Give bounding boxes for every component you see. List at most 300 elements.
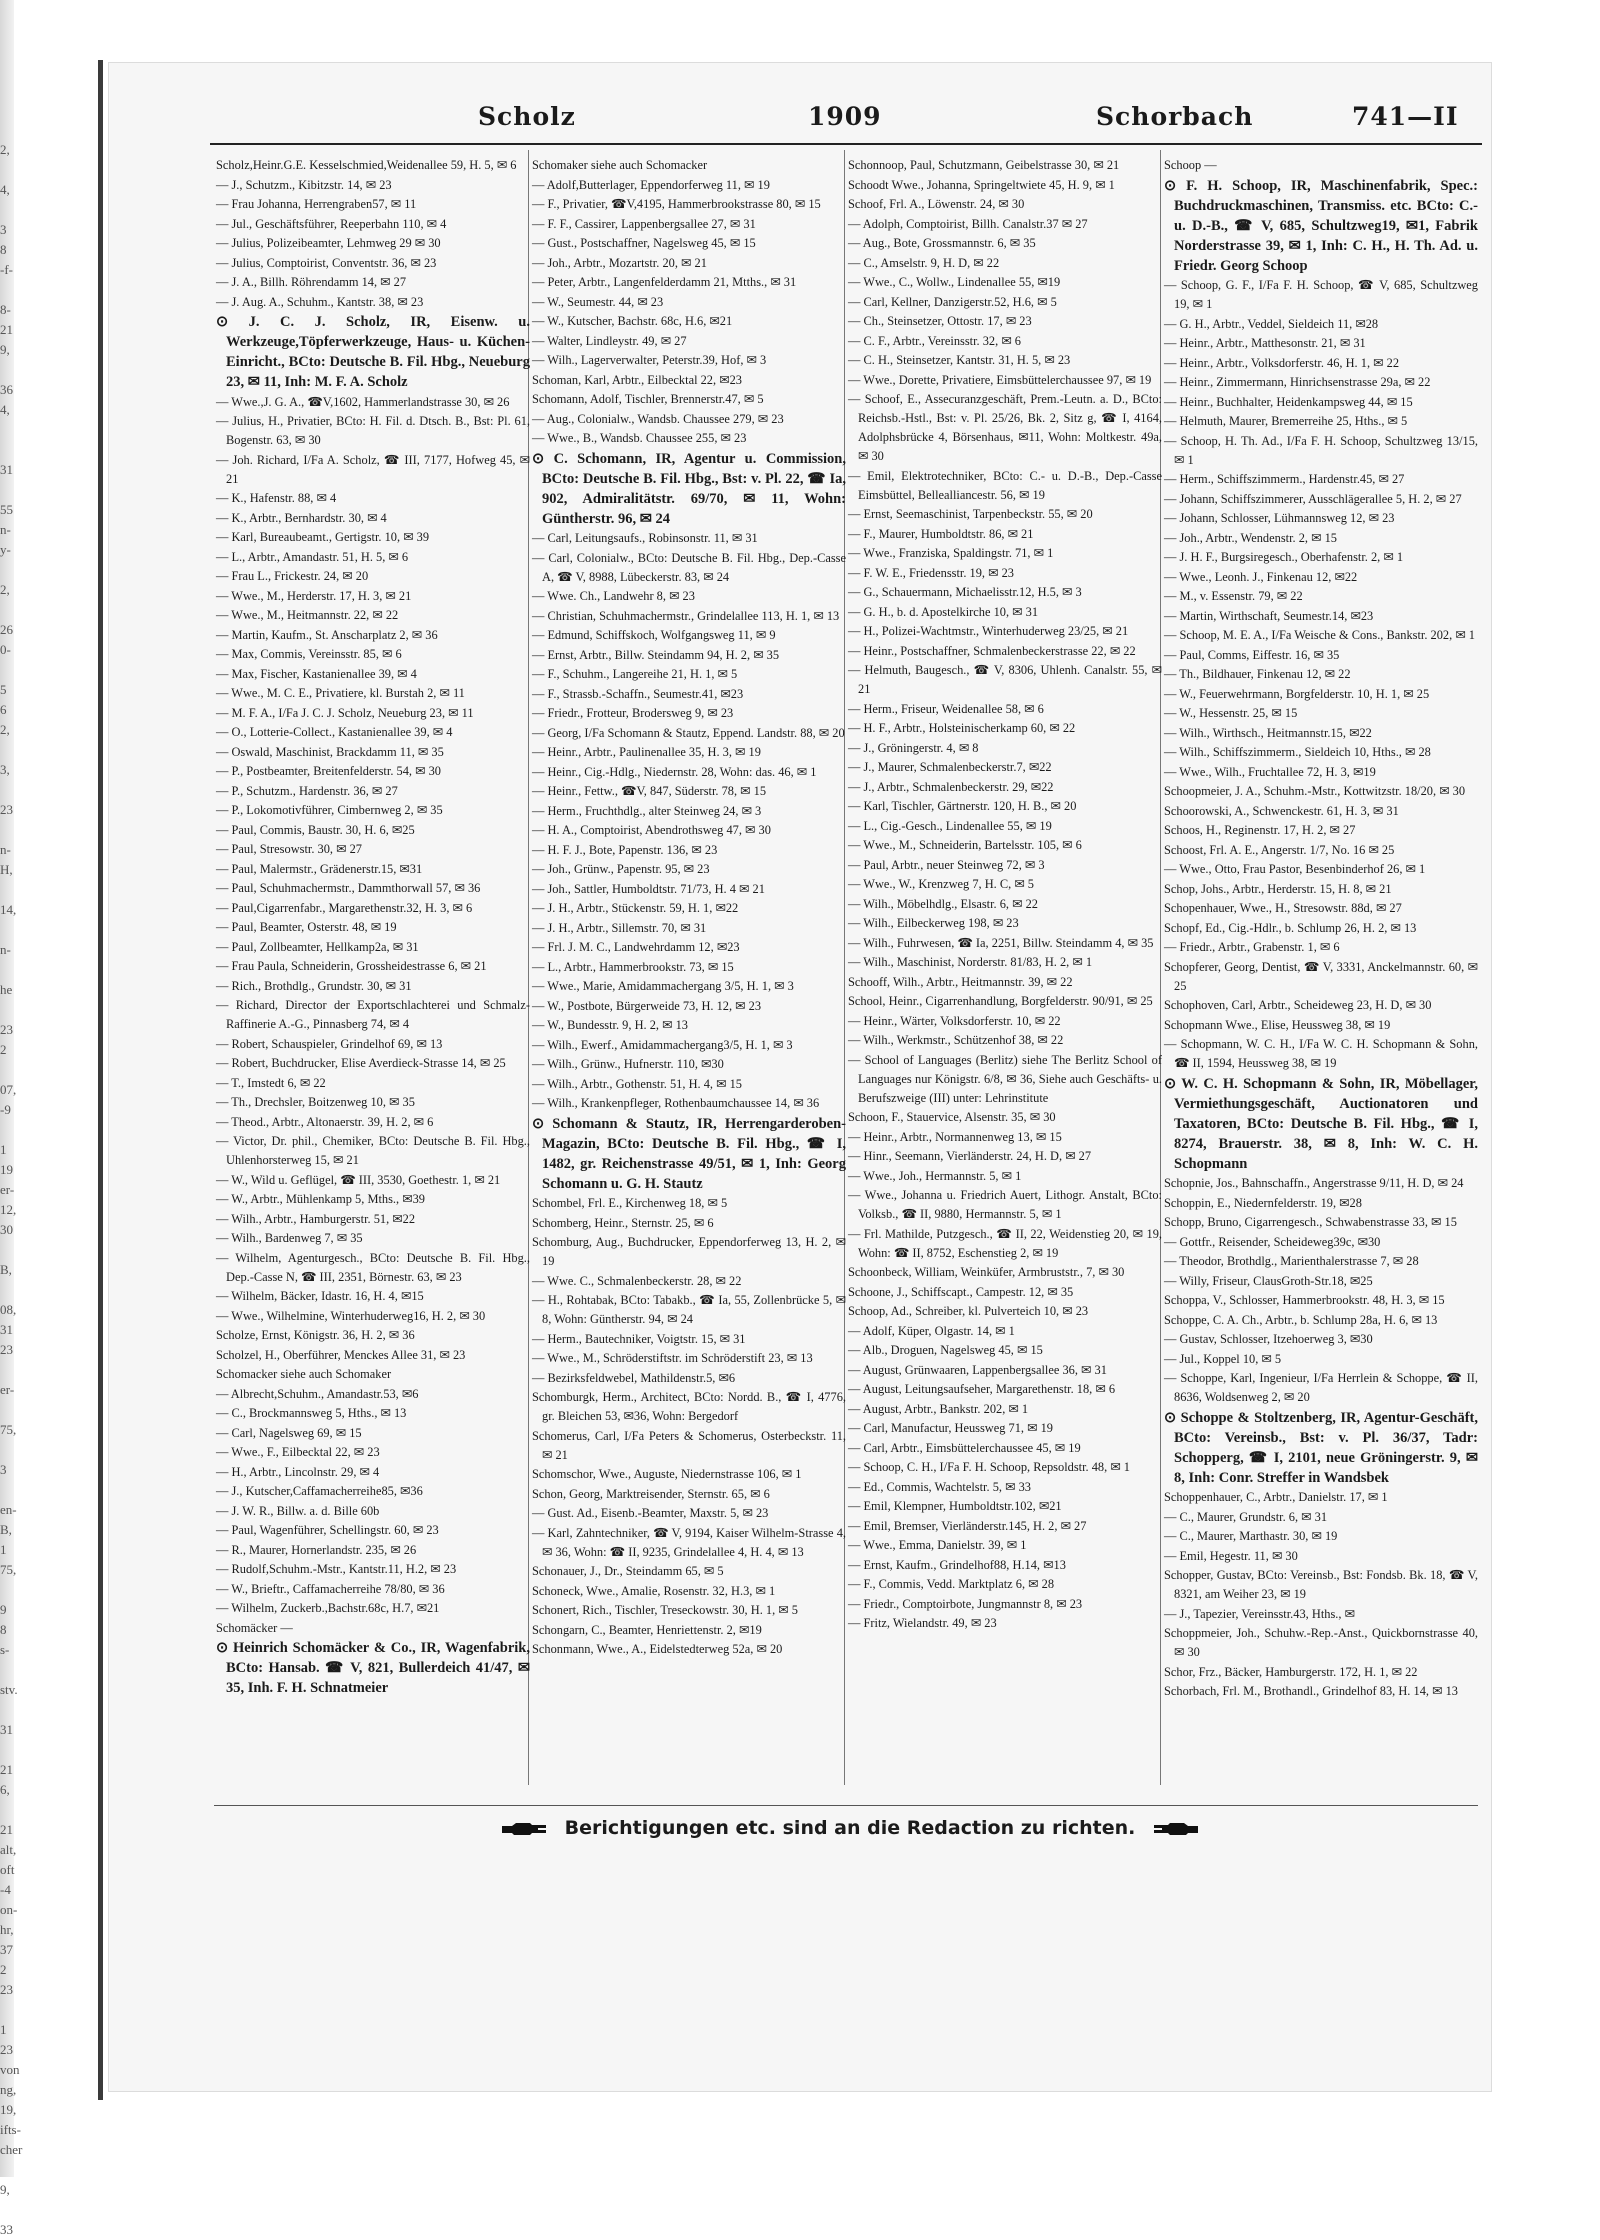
directory-entry: Schoos, H., Reginenstr. 17, H. 2, ✉ 27 [1164, 823, 1356, 837]
directory-entry: — Carl, Colonialw., BCto: Deutsche B. Fil. Hbg., Dep.-Casse A, ☎ V, 8988, Lübeckerstr. 83, ✉ 24 [532, 550, 846, 584]
adjacent-page-text: 14, [0, 902, 17, 917]
directory-entry: — Paul, Beamter, Osterstr. 48, ✉ 19 [216, 920, 397, 934]
directory-entry: — Wwe., M. C. E., Privatiere, kl. Burstah 2, ✉ 11 [216, 686, 465, 700]
directory-entry: — Wilhelm, Zuckerb.,Bachstr.68c, H.7, ✉21 [216, 1601, 440, 1615]
directory-entry: — Helmuth, Maurer, Bremerreihe 25, Hths., ✉ 5 [1164, 414, 1408, 428]
directory-entry: Schopmann Wwe., Elise, Heussweg 38, ✉ 19 [1164, 1017, 1391, 1032]
adjacent-page-text [0, 920, 86, 940]
directory-entry: — Wwe., Joh., Hermannstr. 5, ✉ 1 [848, 1168, 1022, 1183]
adjacent-page-text [0, 600, 86, 620]
directory-entry: — Wilh., Maschinist, Norderstr. 81/83, H. 2, ✉ 1 [848, 955, 1093, 969]
directory-entry: — Heinr., Fettw., ☎V, 847, Süderstr. 78, ✉ 15 [532, 784, 767, 798]
directory-entry: Schomerus, Carl, I/Fa Peters & Schomerus, Osterbeckstr. 11, ✉ 21 [532, 1428, 846, 1462]
directory-entry: — Joh., Grünw., Papenstr. 95, ✉ 23 [532, 862, 710, 876]
directory-entry: — Wwe., Dorette, Privatiere, Eimsbüttelerchaussee 97, ✉ 19 [848, 372, 1152, 387]
directory-entry: — K., Hafenstr. 88, ✉ 4 [216, 491, 337, 505]
directory-entry: — Ernst, Kaufm., Grindelhof88, H.14, ✉13 [848, 1557, 1066, 1572]
directory-entry: — H., Arbtr., Lincolnstr. 29, ✉ 4 [216, 1464, 380, 1479]
adjacent-page-text [0, 1740, 86, 1760]
directory-entry: — Heinr., Arbtr., Volksdorferstr. 46, H. 1, ✉ 22 [1164, 355, 1400, 370]
directory-entry: — Paul,Cigarrenfabr., Margarethenstr.32, H. 3, ✉ 6 [216, 900, 473, 915]
directory-entry: — K., Arbtr., Bernhardstr. 30, ✉ 4 [216, 510, 387, 525]
adjacent-page-text: 5 [0, 682, 7, 697]
directory-entry: — Adolf,Butterlager, Eppendorferweg 11, ✉ 19 [532, 177, 770, 192]
directory-entry: — F. W. E., Friedensstr. 19, ✉ 23 [848, 565, 1015, 580]
directory-entry: — Richard, Director der Exportschlachterei und Schmalz-Raffinerie A.-G., Pinnasberg 74, ✉ 4 [216, 998, 530, 1031]
directory-entry: Schor, Frz., Bäcker, Hamburgerstr. 172, H. 1, ✉ 22 [1164, 1664, 1418, 1679]
directory-entry: — Friedr., Frotteur, Brodersweg 9, ✉ 23 [532, 706, 734, 720]
directory-entry: — Wwe., Leonh. J., Finkenau 12, ✉22 [1164, 569, 1358, 584]
adjacent-page-text: cher [0, 2142, 23, 2157]
directory-column-4 [1164, 156, 1478, 1796]
directory-entry: Schomäcker — [216, 1620, 293, 1635]
directory-entry: — Robert, Schauspieler, Grindelhof 69, ✉ 13 [216, 1036, 443, 1051]
directory-entry: — Max, Fischer, Kastanienallee 39, ✉ 4 [216, 666, 417, 681]
directory-entry: — Herm., Bautechniker, Voigtstr. 15, ✉ 31 [532, 1331, 746, 1346]
directory-entry: — Ch., Steinsetzer, Ottostr. 17, ✉ 23 [848, 314, 1032, 328]
directory-entry: — Wilh., Schiffszimmerm., Sieldeich 10, Hths., ✉ 28 [1164, 745, 1431, 759]
directory-entry: Schongarn, C., Beamter, Henriettenstr. 2, ✉19 [532, 1622, 762, 1637]
directory-entry: — Paul, Commis, Baustr. 30, H. 6, ✉25 [216, 822, 415, 837]
directory-entry: — Wwe., M., Schröderstiftstr. im Schröderstift 23, ✉ 13 [532, 1351, 813, 1365]
pointing-hand-right-icon [502, 1823, 548, 1835]
directory-entry: — Joh., Sattler, Humboldtstr. 71/73, H. 4 ✉ 21 [532, 881, 765, 896]
directory-entry: — Wilh., Möbelhdlg., Elsastr. 6, ✉ 22 [848, 896, 1039, 911]
directory-entry: — Theodor, Brothdlg., Marienthalerstrasse 7, ✉ 28 [1164, 1254, 1419, 1268]
page-number: 741—II [1352, 102, 1459, 131]
directory-entry: — Heinr., Zimmermann, Hinrichsenstrasse 29a, ✉ 22 [1164, 375, 1431, 389]
directory-entry: School, Heinr., Cigarrenhandlung, Borgfelderstr. 90/91, ✉ 25 [848, 994, 1153, 1008]
directory-entry: — Martin, Wirthschaft, Seumestr.14, ✉23 [1164, 608, 1374, 623]
directory-entry: — J., Maurer, Schmalenbeckerstr.7, ✉22 [848, 760, 1052, 774]
directory-entry: — G. H., b. d. Apostelkirche 10, ✉ 31 [848, 604, 1039, 619]
directory-entry: Schoof, Frl. A., Löwenstr. 24, ✉ 30 [848, 197, 1025, 211]
adjacent-page-text [0, 2200, 86, 2220]
adjacent-page-text: on- [0, 1902, 18, 1917]
directory-entry: — Martin, Kaufm., St. Anscharplatz 2, ✉ 36 [216, 627, 438, 642]
adjacent-page-text [0, 1000, 86, 1020]
directory-entry: Schoop — [1164, 158, 1217, 172]
directory-entry: — Ernst, Arbtr., Billw. Steindamm 94, H. 2, ✉ 35 [532, 647, 780, 662]
directory-entry: — W., Bundesstr. 9, H. 2, ✉ 13 [532, 1018, 688, 1032]
directory-entry: — W., Hessenstr. 25, ✉ 15 [1164, 706, 1298, 720]
directory-entry: Schopferer, Georg, Dentist, ☎ V, 3331, Anckelmannstr. 60, ✉ 25 [1164, 959, 1478, 993]
directory-entry: ⊙ Schomann & Stautz, IR, Herrengarderoben-Magazin, BCto: Deutsche B. Fil. Hbg., ☎ I, 1482, gr. Reichenstrasse 49/51, ✉ 1, Inh: Georg Schomann u. G. H. Stautz [532, 1115, 846, 1192]
directory-entry: — W., Postbote, Bürgerweide 73, H. 12, ✉ 23 [532, 998, 762, 1013]
page-fold [98, 60, 103, 2100]
directory-entry: ⊙ W. C. H. Schopmann & Sohn, IR, Möbellager, Vermiethungsgeschäft, Auctionatoren und Taxatoren, BCto: Deutsche B. Fil. Hbg., ☎ I, 8274, Brauerstr. 38, ✉ 8, Inh: W. C. H. Schopmann [1164, 1075, 1478, 1172]
directory-entry: — Hinr., Seemann, Vierländerstr. 24, H. D, ✉ 27 [848, 1149, 1092, 1163]
adjacent-page-text: hr, [0, 1922, 14, 1937]
directory-entry: — F., Strassb.-Schaffn., Seumestr.41, ✉23 [532, 686, 744, 701]
directory-entry: — August, Grünwaaren, Lappenbergsallee 36, ✉ 31 [848, 1362, 1107, 1377]
directory-entry: — Karl, Tischler, Gärtnerstr. 120, H. B., ✉ 20 [848, 799, 1077, 813]
directory-entry: — F. F., Cassirer, Lappenbergsallee 27, ✉ 31 [532, 216, 756, 231]
directory-entry: — Th., Drechsler, Boitzenweg 10, ✉ 35 [216, 1095, 415, 1109]
directory-entry: Schombel, Frl. E., Kirchenweg 18, ✉ 5 [532, 1196, 728, 1210]
header-year: 1909 [808, 102, 882, 131]
directory-entry: — Wilh., Lagerverwalter, Peterstr.39, Hof, ✉ 3 [532, 353, 767, 367]
directory-entry: — L., Arbtr., Amandastr. 51, H. 5, ✉ 6 [216, 549, 409, 564]
directory-entry: — Wwe., Franziska, Spaldingstr. 71, ✉ 1 [848, 546, 1054, 560]
running-header [220, 100, 1480, 140]
adjacent-page-text: 1 [0, 2022, 7, 2037]
directory-entry: — Wwe., Wilh., Fruchtallee 72, H. 3, ✉19 [1164, 764, 1376, 779]
directory-entry: — Wwe., C., Wollw., Lindenallee 55, ✉19 [848, 275, 1061, 289]
directory-entry: — Frau Paula, Schneiderin, Grossheidestrasse 6, ✉ 21 [216, 959, 487, 973]
directory-entry: — Heinr., Cig.-Hdlg., Niedernstr. 28, Wohn: das. 46, ✉ 1 [532, 764, 817, 779]
directory-column-2 [532, 156, 846, 1796]
directory-entry: — Heinr., Arbtr., Normannenweg 13, ✉ 15 [848, 1129, 1062, 1144]
directory-entry: — Robert, Buchdrucker, Elise Averdieck-Strasse 14, ✉ 25 [216, 1056, 506, 1070]
directory-entry: — H., Rohtabak, BCto: Tabakb., ☎ Ia, 55, Zollenbrücke 5, ✉ 8, Wohn: Güntherstr. 94, ✉ 24 [532, 1293, 846, 1326]
directory-entry: Schon, Georg, Marktreisender, Sternstr. 65, ✉ 6 [532, 1486, 770, 1501]
directory-entry: Schopf, Ed., Cig.-Hdlr., b. Schlump 26, H. 2, ✉ 13 [1164, 920, 1417, 935]
directory-entry: — L., Cig.-Gesch., Lindenallee 55, ✉ 19 [848, 818, 1052, 833]
directory-entry: — Heinr., Arbtr., Paulinenallee 35, H. 3, ✉ 19 [532, 745, 761, 759]
adjacent-page-text: -4 [0, 1882, 11, 1897]
adjacent-page-text: 8 [0, 242, 7, 257]
adjacent-page-text: 2, [0, 582, 10, 597]
directory-entry: — Friedr., Comptoirbote, Jungmannstr 8, ✉ 23 [848, 1596, 1083, 1611]
directory-entry: Schonmann, Wwe., A., Eidelstedterweg 52a, ✉ 20 [532, 1642, 783, 1656]
directory-entry: — Bezirksfeldwebel, Mathildenstr.5, ✉6 [532, 1370, 736, 1385]
directory-entry: — H., Polizei-Wachtmstr., Winterhuderweg 23/25, ✉ 21 [848, 624, 1129, 638]
directory-entry: Schopper, Gustav, BCto: Vereinsb., Bst: Fondsb. Bk. 18, ☎ V, 8321, am Weiher 23, ✉ 19 [1164, 1568, 1478, 1601]
adjacent-page-text: H, [0, 862, 13, 877]
directory-entry: — Heinr., Postschaffner, Schmalenbeckerstrasse 22, ✉ 22 [848, 643, 1136, 658]
directory-entry: — M. F. A., I/Fa J. C. J. Scholz, Neueburg 23, ✉ 11 [216, 705, 474, 720]
adjacent-page-text: 31 [0, 1722, 13, 1737]
directory-entry: — J., Kutscher,Caffamacherreihe85, ✉36 [216, 1484, 423, 1498]
directory-entry: — Gust., Postschaffner, Nagelsweg 45, ✉ 15 [532, 236, 756, 250]
footer-notice [440, 1814, 1260, 1842]
directory-entry: — Wilh., Wirthsch., Heitmannstr.15, ✉22 [1164, 725, 1372, 740]
directory-entry: — Carl, Arbtr., Eimsbüttelerchaussee 45, ✉ 19 [848, 1440, 1081, 1455]
adjacent-page-text: 21 [0, 1762, 13, 1777]
directory-entry: — Wwe., Emma, Danielstr. 39, ✉ 1 [848, 1538, 1027, 1552]
directory-entry: Schoppa, V., Schlosser, Hammerbrookstr. 48, H. 3, ✉ 15 [1164, 1293, 1445, 1307]
directory-entry: — Paul, Schuhmachermstr., Dammthorwall 57, ✉ 36 [216, 881, 481, 895]
directory-entry: — Gustav, Schlosser, Itzehoerweg 3, ✉30 [1164, 1332, 1373, 1346]
directory-entry: — W., Arbtr., Mühlenkamp 5, Mths., ✉39 [216, 1192, 425, 1206]
directory-entry: — Heinr., Buchhalter, Heidenkampsweg 44, ✉ 15 [1164, 394, 1413, 409]
directory-entry: — Schoop, G. F., I/Fa F. H. Schoop, ☎ V, 685, Schultzweg 19, ✉ 1 [1164, 278, 1478, 311]
directory-entry: — Gottfr., Reisender, Scheideweg39c, ✉30 [1164, 1234, 1381, 1249]
directory-entry: Schomschor, Wwe., Auguste, Niedernstrasse 106, ✉ 1 [532, 1467, 802, 1481]
directory-column-1 [216, 156, 530, 1796]
adjacent-page-text: -f- [0, 262, 13, 277]
directory-entry: — Ed., Commis, Wachtelstr. 5, ✉ 33 [848, 1479, 1031, 1494]
adjacent-page-text: 33 [0, 2222, 13, 2237]
directory-entry: Scholze, Ernst, Königstr. 36, H. 2, ✉ 36 [216, 1328, 415, 1342]
directory-entry: — Johann, Schlosser, Lühmannsweg 12, ✉ 23 [1164, 511, 1395, 525]
directory-entry: — H. F., Arbtr., Holsteinischerkamp 60, ✉ 22 [848, 721, 1076, 735]
directory-entry: — C., Amselstr. 9, H. D, ✉ 22 [848, 255, 1000, 270]
directory-entry: — Paul, Comms, Eiffestr. 16, ✉ 35 [1164, 647, 1340, 662]
directory-entry: Schomburgk, Herm., Architect, BCto: Nordd. B., ☎ I, 4776, gr. Bleichen 53, ✉36, Wohn: Bergedorf [532, 1390, 846, 1423]
directory-entry: — Johann, Schiffszimmerer, Ausschlägerallee 5, H. 2, ✉ 27 [1164, 491, 1462, 506]
directory-entry: Schomacker siehe auch Schomaker [216, 1367, 392, 1381]
directory-entry: Schoodt Wwe., Johanna, Springeltwiete 45, H. 9, ✉ 1 [848, 177, 1115, 192]
directory-entry: — Carl, Kellner, Danzigerstr.52, H.6, ✉ 5 [848, 294, 1057, 309]
directory-entry: — Heinr., Wärter, Volksdorferstr. 10, ✉ 22 [848, 1013, 1061, 1028]
directory-entry: Schopp, Bruno, Cigarrengesch., Schwabenstrasse 33, ✉ 15 [1164, 1215, 1457, 1229]
directory-entry: — Willy, Friseur, ClausGroth-Str.18, ✉25 [1164, 1273, 1373, 1288]
directory-entry: — August, Arbtr., Bankstr. 202, ✉ 1 [848, 1401, 1029, 1416]
directory-entry: — Paul, Arbtr., neuer Steinweg 72, ✉ 3 [848, 857, 1045, 872]
adjacent-page-text: 23 [0, 2042, 13, 2057]
directory-entry: — Wilh., Grünw., Hufnerstr. 110, ✉30 [532, 1057, 724, 1071]
directory-entry: — Georg, I/Fa Schomann & Stautz, Eppend. Landstr. 88, ✉ 20 [532, 725, 845, 740]
adjacent-page-text [0, 420, 86, 440]
directory-entry: — Wwe., Marie, Amidammachergang 3/5, H. 1, ✉ 3 [532, 979, 794, 993]
header-rule [210, 143, 1482, 145]
directory-entry: — Emil, Elektrotechniker, BCto: C.- u. D.-B., Dep.-Casse Eimsbüttel, Bellealliancestr. 56, ✉ 19 [848, 468, 1162, 502]
directory-entry: — Alb., Droguen, Nagelsweg 45, ✉ 15 [848, 1343, 1043, 1357]
directory-entry: — Wwe. Ch., Landwehr 8, ✉ 23 [532, 589, 695, 603]
directory-entry: — J. A., Billh. Röhrendamm 14, ✉ 27 [216, 275, 407, 289]
adjacent-page-text: alt, [0, 1842, 17, 1857]
directory-entry: Schomann, Adolf, Tischler, Brennerstr.47, ✉ 5 [532, 392, 764, 406]
directory-entry: — Karl, Zahntechniker, ☎ V, 9194, Kaiser Wilhelm-Strasse 4, ✉ 36, Wohn: ☎ II, 9235, Grindelallee 4, H. 4, ✉ 13 [532, 1525, 846, 1559]
directory-entry: — Heinr., Arbtr., Matthesonstr. 21, ✉ 31 [1164, 336, 1366, 350]
directory-entry: — Frl. Mathilde, Putzgesch., ☎ II, 22, Weidenstieg 20, ✉ 19, Wohn: ☎ II, 8752, Eschenstieg 2, ✉ 19 [848, 1226, 1162, 1260]
adjacent-page-text: 9 [0, 1602, 7, 1617]
directory-entry: — Wilhelm, Bäcker, Idastr. 16, H. 4, ✉15 [216, 1289, 424, 1303]
directory-entry: — H. F. J., Bote, Papenstr. 136, ✉ 23 [532, 842, 718, 857]
adjacent-page-text: B, [0, 1262, 12, 1277]
adjacent-page-text: 36 [0, 382, 13, 397]
directory-entry: — W., Feuerwehrmann, Borgfelderstr. 10, H. 1, ✉ 25 [1164, 686, 1430, 701]
directory-entry: Schoppmeier, Joh., Schuhw.-Rep.-Anst., Quickbornstrasse 40, ✉ 30 [1164, 1626, 1478, 1659]
directory-entry: Schoppenhauer, C., Arbtr., Danielstr. 17, ✉ 1 [1164, 1490, 1388, 1504]
adjacent-page-text: -9 [0, 1102, 11, 1117]
header-first-name: Scholz [478, 102, 576, 131]
adjacent-page-text [0, 280, 86, 300]
directory-entry: — Christian, Schuhmachermstr., Grindelallee 113, H. 1, ✉ 13 [532, 608, 840, 623]
adjacent-page-fragment [0, 140, 86, 2237]
directory-entry: — Joh. Richard, I/Fa A. Scholz, ☎ III, 7177, Hofweg 45, ✉ 21 [216, 452, 530, 486]
directory-entry: — Wilh., Arbtr., Hamburgerstr. 51, ✉22 [216, 1211, 416, 1226]
adjacent-page-text [0, 2160, 86, 2180]
adjacent-page-text [0, 1240, 86, 1260]
directory-entry: — Wwe., F., Eilbecktal 22, ✉ 23 [216, 1445, 380, 1459]
adjacent-page-text: 55 [0, 502, 13, 517]
directory-entry: — Jul., Geschäftsführer, Reeperbahn 110, ✉ 4 [216, 216, 447, 231]
adjacent-page-text: s- [0, 1642, 10, 1657]
directory-entry: — Jul., Koppel 10, ✉ 5 [1164, 1351, 1282, 1366]
directory-entry: — Emil, Bremser, Vierländerstr.145, H. 2, ✉ 27 [848, 1518, 1087, 1533]
directory-entry: Schoop, Ad., Schreiber, kl. Pulverteich 10, ✉ 23 [848, 1304, 1089, 1318]
directory-entry: — Herm., Fruchthdlg., alter Steinweg 24, ✉ 3 [532, 803, 762, 818]
adjacent-page-text: er- [0, 1182, 15, 1197]
directory-entry: — Schoppe, Karl, Ingenieur, I/Fa Herrlein & Schoppe, ☎ II, 8636, Woldsenweg 2, ✉ 20 [1164, 1371, 1478, 1404]
directory-entry: — Paul, Wagenführer, Schellingstr. 60, ✉ 23 [216, 1523, 439, 1537]
directory-entry: — Theod., Arbtr., Altonaerstr. 39, H. 2, ✉ 6 [216, 1114, 434, 1129]
directory-entry: Scholz,Heinr.G.E. Kesselschmied,Weidenallee 59, H. 5, ✉ 6 [216, 158, 517, 172]
directory-entry: — F., Commis, Vedd. Marktplatz 6, ✉ 28 [848, 1577, 1055, 1591]
header-last-name: Schorbach [1096, 102, 1254, 131]
directory-entry: — Wilh., Arbtr., Gothenstr. 51, H. 4, ✉ 15 [532, 1076, 742, 1091]
directory-entry: Schoppin, E., Niedernfelderstr. 19, ✉28 [1164, 1195, 1362, 1210]
adjacent-page-text: 21 [0, 322, 13, 337]
directory-entry: — Carl, Leitungsaufs., Robinsonstr. 11, ✉ 31 [532, 531, 758, 545]
directory-entry: — Wilh., Werkmstr., Schützenhof 38, ✉ 22 [848, 1033, 1064, 1047]
adjacent-page-text: ifts- [0, 2122, 21, 2137]
adjacent-page-text [0, 2000, 86, 2020]
directory-entry: — Victor, Dr. phil., Chemiker, BCto: Deutsche B. Fil. Hbg., Uhlenhorsterweg 15, ✉ 21 [216, 1134, 530, 1167]
directory-entry: — Peter, Arbtr., Langenfelderdamm 21, Mtths., ✉ 31 [532, 275, 797, 289]
directory-entry: — J., Tapezier, Vereinsstr.43, Hths., ✉ [1164, 1606, 1355, 1621]
adjacent-page-text: 12, [0, 1202, 17, 1217]
adjacent-page-text: 0- [0, 642, 11, 657]
directory-entry: — C. F., Arbtr., Vereinsstr. 32, ✉ 6 [848, 333, 1021, 348]
directory-entry: Schooff, Wilh., Arbtr., Heitmannstr. 39, ✉ 22 [848, 974, 1073, 989]
directory-entry: — T., Imstedt 6, ✉ 22 [216, 1075, 326, 1090]
directory-entry: — Wwe., W., Krenzweg 7, H. C, ✉ 5 [848, 877, 1035, 891]
directory-entry: — Gust. Ad., Eisenb.-Beamter, Maxstr. 5, ✉ 23 [532, 1506, 769, 1520]
directory-entry: — Adolf, Küper, Olgastr. 14, ✉ 1 [848, 1323, 1015, 1338]
directory-entry: — Max, Commis, Vereinsstr. 85, ✉ 6 [216, 647, 402, 661]
directory-entry: — Wwe., Wilhelmine, Winterhuderweg16, H. 2, ✉ 30 [216, 1308, 486, 1323]
adjacent-page-text: 19 [0, 1162, 13, 1177]
directory-entry: — M., v. Essenstr. 79, ✉ 22 [1164, 589, 1303, 603]
directory-entry: — O., Lotterie-Collect., Kastanienallee 39, ✉ 4 [216, 725, 453, 739]
adjacent-page-text [0, 1700, 86, 1720]
directory-entry: — G., Schauermann, Michaelisstr.12, H.5, ✉ 3 [848, 585, 1082, 599]
adjacent-page-text: 1 [0, 1142, 7, 1157]
adjacent-page-text: 4, [0, 182, 10, 197]
directory-entry: Schomaker siehe auch Schomacker [532, 158, 708, 172]
adjacent-page-text [0, 1400, 86, 1420]
directory-entry: — Rudolf,Schuhm.-Mstr., Kantstr.11, H.2, ✉ 23 [216, 1562, 457, 1576]
directory-entry: Schopenhauer, Wwe., H., Stresowstr. 88d, ✉ 27 [1164, 901, 1402, 915]
adjacent-page-text [0, 820, 86, 840]
directory-entry: — Carl, Manufactur, Heussweg 71, ✉ 19 [848, 1421, 1053, 1435]
directory-entry: — Wilh., Eilbeckerweg 198, ✉ 23 [848, 916, 1019, 930]
directory-entry: Schorbach, Frl. M., Brothandl., Grindelhof 83, H. 14, ✉ 13 [1164, 1684, 1458, 1698]
pointing-hand-left-icon [1152, 1823, 1198, 1835]
directory-entry: Schoon, F., Stauervice, Alsenstr. 35, ✉ 30 [848, 1110, 1056, 1124]
adjacent-page-text: 26 [0, 622, 13, 637]
directory-entry: — C., Maurer, Grundstr. 6, ✉ 31 [1164, 1509, 1328, 1524]
directory-entry: ⊙ F. H. Schoop, IR, Maschinenfabrik, Spec.: Buchdruckmaschinen, Transmiss. etc. BCto: C.- u. D.-B., ☎ V, 685, Schultzweg19, ✉1, Fabrik Norderstrasse 39, ✉ 1, Inh: C. H., H. Th. Ad. u. Friedr. Georg Schoop [1164, 177, 1478, 274]
directory-column-3 [848, 156, 1162, 1796]
directory-entry: Schonert, Rich., Tischler, Treseckowstr. 30, H. 1, ✉ 5 [532, 1603, 798, 1617]
adjacent-page-text: y- [0, 542, 11, 557]
adjacent-page-text [0, 1660, 86, 1680]
adjacent-page-text [0, 1580, 86, 1600]
directory-entry: — Aug., Bote, Grossmannstr. 6, ✉ 35 [848, 236, 1036, 250]
directory-entry: — W., Brieftr., Caffamacherreihe 78/80, ✉ 36 [216, 1581, 445, 1596]
directory-entry: — C., Maurer, Marthastr. 30, ✉ 19 [1164, 1529, 1338, 1543]
adjacent-page-text: 9, [0, 2182, 10, 2197]
directory-entry: — Ernst, Seemaschinist, Tarpenbeckstr. 55, ✉ 20 [848, 507, 1093, 521]
directory-entry: — J., Gröningerstr. 4, ✉ 8 [848, 740, 979, 755]
directory-entry: — Joh., Arbtr., Wendenstr. 2, ✉ 15 [1164, 530, 1337, 545]
directory-entry: — J. W. R., Billw. a. d. Bille 60b [216, 1503, 380, 1518]
adjacent-page-text: 2, [0, 722, 10, 737]
directory-entry: ⊙ Schoppe & Stoltzenberg, IR, Agentur-Geschäft, BCto: Vereinsb., Bst: v. Pl. 36/37, Tadr: Schopperg, ☎ I, 2101, neue Gröningerstr. 9, ✉ 8, Inh: Conr. Streffer in Wandsbek [1164, 1409, 1478, 1486]
directory-entry: — Emil, Klempner, Humboldtstr.102, ✉21 [848, 1499, 1062, 1513]
adjacent-page-text: 2 [0, 1962, 7, 1977]
adjacent-page-text: n- [0, 842, 11, 857]
directory-entry: — P., Postbeamter, Breitenfelderstr. 54, ✉ 30 [216, 764, 441, 778]
adjacent-page-text [0, 740, 86, 760]
adjacent-page-text [0, 200, 86, 220]
directory-entry: Schomberg, Heinr., Sternstr. 25, ✉ 6 [532, 1215, 714, 1230]
directory-entry: — Frau L., Frickestr. 24, ✉ 20 [216, 569, 369, 583]
directory-entry: — Emil, Hegestr. 11, ✉ 30 [1164, 1548, 1298, 1563]
directory-entry: — Aug., Colonialw., Wandsb. Chaussee 279, ✉ 23 [532, 411, 784, 426]
adjacent-page-text: B, [0, 1522, 12, 1537]
directory-entry: Schoorowski, A., Schwenckestr. 61, H. 3, ✉ 31 [1164, 803, 1399, 818]
directory-entry: — Wwe., Johanna u. Friedrich Auert, Lithogr. Anstalt, BCto: Volksb., ☎ II, 9880, Hermannstr. 5, ✉ 1 [848, 1188, 1162, 1221]
directory-entry: — Wwe.,J. G. A., ☎V,1602, Hammerlandstrasse 30, ✉ 26 [216, 394, 510, 409]
adjacent-page-text: 3 [0, 1462, 7, 1477]
directory-entry: — J., Arbtr., Schmalenbeckerstr. 29, ✉22 [848, 779, 1054, 794]
directory-entry: — Julius, H., Privatier, BCto: H. Fil. d. Dtsch. B., Bst: Pl. 61, Bogenstr. 63, ✉ 30 [216, 414, 530, 447]
directory-entry: Schoone, J., Schiffscapt., Campestr. 12, ✉ 35 [848, 1284, 1074, 1299]
directory-entry: — P., Schutzm., Hardenstr. 36, ✉ 27 [216, 783, 398, 798]
directory-entry: — C., Brockmannsweg 5, Hths., ✉ 13 [216, 1406, 407, 1420]
adjacent-page-text: 31 [0, 462, 13, 477]
adjacent-page-text [0, 1800, 86, 1820]
footer-text: Berichtigungen etc. sind an die Redaction zu richten. [564, 1817, 1136, 1839]
adjacent-page-text: 3, [0, 762, 10, 777]
directory-entry: — Wilh., Fuhrwesen, ☎ Ia, 2251, Billw. Steindamm 4, ✉ 35 [848, 935, 1154, 950]
directory-entry: — C. H., Steinsetzer, Kantstr. 31, H. 5, ✉ 23 [848, 353, 1071, 367]
adjacent-page-text: 8 [0, 1622, 7, 1637]
adjacent-page-text: 8- [0, 302, 11, 317]
adjacent-page-text: 21 [0, 1822, 13, 1837]
adjacent-page-text: en- [0, 1502, 17, 1517]
directory-entry: — Helmuth, Baugesch., ☎ V, 8306, Uhlenh. Canalstr. 55, ✉ 21 [848, 663, 1162, 696]
adjacent-page-text: 2 [0, 1042, 7, 1057]
adjacent-page-text: 19, [0, 2102, 17, 2117]
directory-entry: ⊙ J. C. J. Scholz, IR, Eisenw. u. Werkzeuge,Töpferwerkzeuge, Haus- u. Küchen-Einricht., BCto: Deutsche B. Fil. Hbg., Neueburg 23, ✉ 11, Inh: M. F. A. Scholz [216, 314, 530, 390]
adjacent-page-text: 2, [0, 142, 10, 157]
directory-entry: — L., Arbtr., Hammerbrookstr. 73, ✉ 15 [532, 959, 734, 974]
directory-entry: — Edmund, Schiffskoch, Wolfgangsweg 11, ✉ 9 [532, 628, 776, 642]
directory-entry: — Wwe., Otto, Frau Pastor, Besenbinderhof 26, ✉ 1 [1164, 862, 1426, 876]
directory-entry: — Schopmann, W. C. H., I/Fa W. C. H. Schopmann & Sohn, ☎ II, 1594, Heussweg 38, ✉ 19 [1164, 1037, 1478, 1070]
directory-entry: Scholzel, H., Oberführer, Menckes Allee 31, ✉ 23 [216, 1347, 466, 1362]
directory-entry: — J. Aug. A., Schuhm., Kantstr. 38, ✉ 23 [216, 294, 424, 309]
directory-entry: — Wilh., Ewerf., Amidammachergang3/5, H. 1, ✉ 3 [532, 1037, 793, 1052]
directory-entry: — Schoop, C. H., I/Fa F. H. Schoop, Repsoldstr. 48, ✉ 1 [848, 1460, 1130, 1474]
directory-entry: — H. A., Comptoirist, Abendrothsweg 47, ✉ 30 [532, 823, 771, 837]
directory-entry: Schomburg, Aug., Buchdrucker, Eppendorferweg 13, H. 2, ✉ 19 [532, 1235, 846, 1268]
directory-entry: — J. H., Arbtr., Sillemstr. 70, ✉ 31 [532, 920, 707, 935]
directory-entry: — Frau Johanna, Herrengraben57, ✉ 11 [216, 197, 417, 211]
directory-entry: Schoppe, C. A. Ch., Arbtr., b. Schlump 28a, H. 6, ✉ 13 [1164, 1312, 1438, 1327]
directory-entry: Schoost, Frl. A. E., Angerstr. 1/7, No. 16 ✉ 25 [1164, 842, 1395, 857]
directory-entry: — Paul, Stresowstr. 30, ✉ 27 [216, 842, 362, 856]
directory-entry: — W., Seumestr. 44, ✉ 23 [532, 294, 664, 309]
directory-entry: Schonnoop, Paul, Schutzmann, Geibelstrasse 30, ✉ 21 [848, 158, 1120, 172]
adjacent-page-text: 75, [0, 1562, 17, 1577]
adjacent-page-text [0, 480, 86, 500]
adjacent-page-text [0, 880, 86, 900]
adjacent-page-text: 6 [0, 702, 7, 717]
directory-entry: — Albrecht,Schuhm., Amandastr.53, ✉6 [216, 1386, 419, 1401]
directory-entry: — Wwe. C., Schmalenbeckerstr. 28, ✉ 22 [532, 1273, 742, 1288]
directory-entry: — W., Kutscher, Bachstr. 68c, H.6, ✉21 [532, 314, 733, 328]
adjacent-page-text [0, 1440, 86, 1460]
directory-entry: — Frl. J. M. C., Landwehrdamm 12, ✉23 [532, 940, 740, 954]
